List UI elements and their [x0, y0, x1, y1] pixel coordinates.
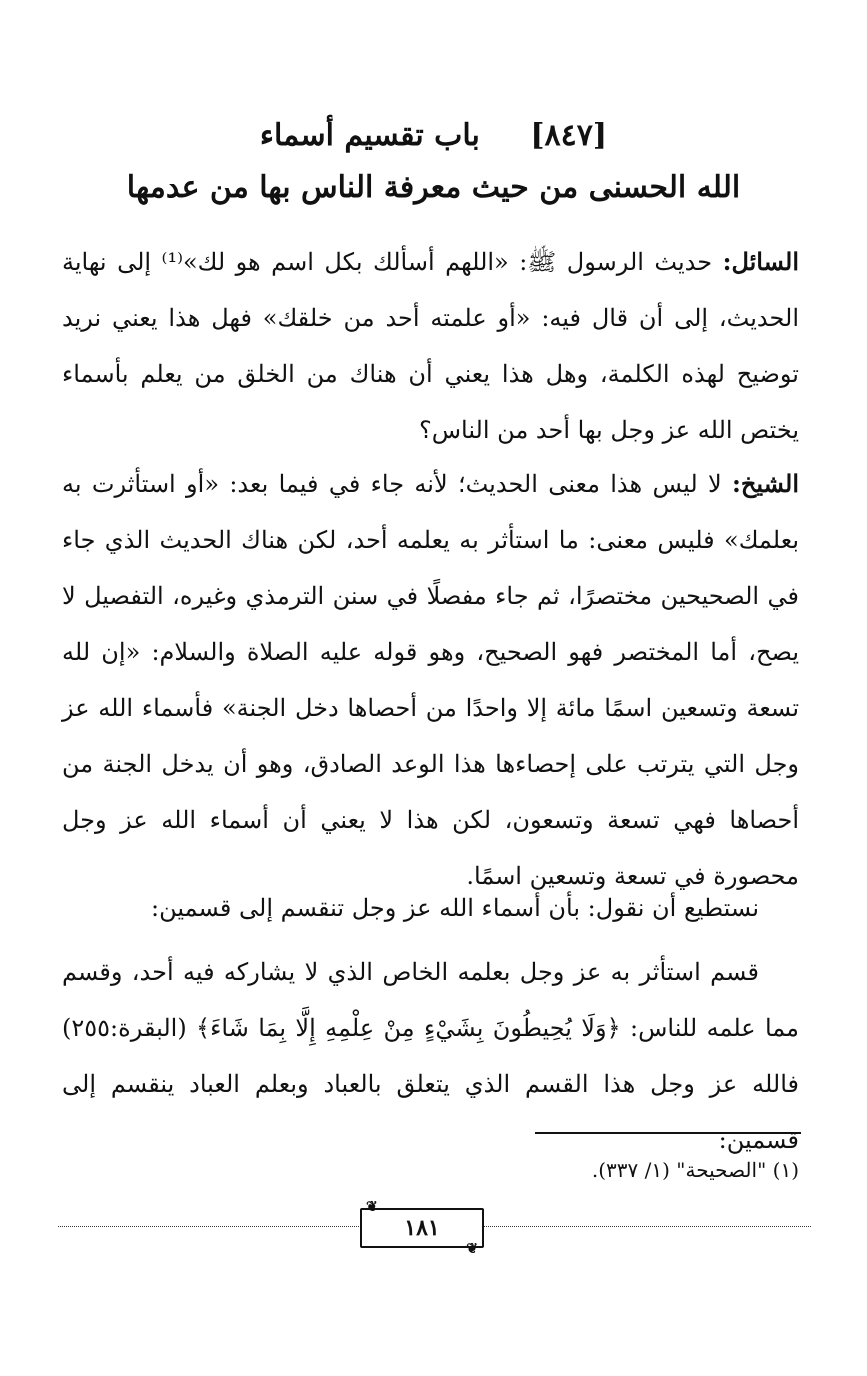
sheikh-label: الشيخ: [732, 469, 799, 498]
footnote-separator [535, 1132, 801, 1134]
footnote: (١) "الصحيحة" (١/ ٣٣٧). [591, 1158, 799, 1182]
question-text: حديث الرسول ﷺ: «اللهم أسألك بكل اسم هو لك»⁽¹⁾ إلى نهاية الحديث، إلى أن قال فيه: «أو علمته أحد من خلقك» فهل هذا يعني نريد توضيح لهذه الكلمة، وهل هذا يعني أن هناك من الخلق من يعلم بأسماء يختص الله عز وجل بها أحد من الناس؟ [62, 248, 799, 444]
page-number: ١٨١ [404, 1215, 440, 1241]
chapter-number: [٨٤٧] [530, 118, 608, 153]
answer-text: لا ليس هذا معنى الحديث؛ لأنه جاء في فيما بعد: «أو استأثرت به بعلمك» فليس معنى: ما استأثر به يعلمه أحد، لكن هناك الحديث الذي جاء في الصحيحين مختصرًا، ثم جاء مفصلًا في سنن الترمذي وغيره، التفصيل لا يصح، أما المختصر فهو الصحيح، وهو قوله عليه الصلاة والسلام: «إن لله تسعة وتسعين اسمًا مائة إلا واحدًا من أحصاها دخل الجنة» فأسماء الله عز وجل التي يترتب على إحصاءها هذا الوعد الصادق، وهو أن يدخل الجنة من أحصاها فهي تسعة وتسعون، لكن هذا لا يعني أن أسماء الله عز وجل محصورة في تسعة وتسعين اسمًا. [62, 470, 799, 890]
division-detail-paragraph: قسم استأثر به عز وجل بعلمه الخاص الذي لا يشاركه فيه أحد، وقسم مما علمه للناس: ﴿وَلَا يُحِيطُونَ بِشَيْءٍ مِنْ عِلْمِهِ إِلَّا بِمَا شَاءَ﴾ (البقرة:٢٥٥) فالله عز وجل هذا القسم الذي يتعلق بالعباد وبعلم العباد ينقسم إلى قسمين: [62, 958, 799, 1154]
division-intro-paragraph: نستطيع أن نقول: بأن أسماء الله عز وجل تنقسم إلى قسمين: [151, 894, 759, 922]
ornament-icon: ❦ [366, 1199, 378, 1215]
page-number-frame [360, 1199, 484, 1257]
chapter-title-part-1: باب تقسيم أسماء [259, 118, 480, 153]
answer-paragraph [62, 456, 799, 904]
chapter-heading-line-1 [0, 118, 867, 153]
question-paragraph [62, 234, 799, 458]
ornament-icon: ❦ [466, 1241, 478, 1257]
questioner-label: السائل: [722, 247, 799, 276]
chapter-heading-line-2: الله الحسنى من حيث معرفة الناس بها من عدمها [126, 170, 741, 205]
